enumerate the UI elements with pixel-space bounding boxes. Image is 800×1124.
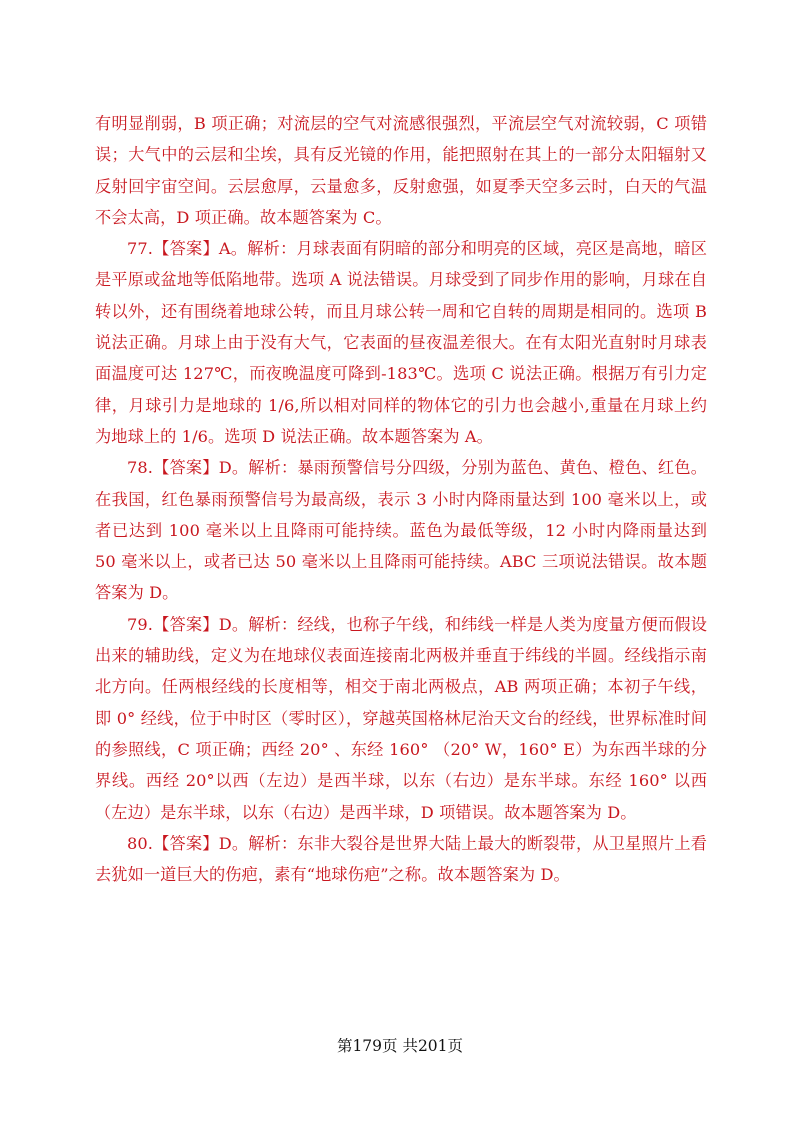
page-number: 第179页 共201页 bbox=[336, 1037, 464, 1055]
paragraph-continuation: 有明显削弱，B 项正确；对流层的空气对流感很强烈，平流层空气对流较弱，C 项错误；大气中的云层和尘埃，具有反光镜的作用，能把照射在其上的一部分太阳辐射又反射回宇宙空间。云层愈厚，云量愈多，反射愈强，如夏季天空多云时，白天的气温不会太高，D 项正确。故本题答案为 C。 bbox=[95, 114, 707, 227]
answer-79: 79.【答案】D。解析：经线，也称子午线，和纬线一样是人类为度量方便而假设出来的辅助线，定义为在地球仪表面连接南北两极并垂直于纬线的半圆。经线指示南北方向。任两根经线的长度相等，相交于南北两极点，AB 两项正确；本初子午线，即 0° 经线，位于中时区（零时区），穿越英国格林尼治天文台的经线，世界标准时间的参照线，C 项正确；西经 20° 、东经 160° （20° W，160° E）为东西半球的分界线。西经 20°以西（左边）是西半球，以东（右边）是东半球。东经 160° 以西（左边）是东半球，以东（右边）是西半球，D 项错误。故本题答案为 D。 bbox=[95, 614, 707, 822]
answer-77: 77.【答案】A。解析：月球表面有阴暗的部分和明亮的区域，亮区是高地，暗区是平原或盆地等低陷地带。选项 A 说法错误。月球受到了同步作用的影响，月球在自转以外，还有围绕着地球公转，而且月球公转一周和它自转的周期是相同的。选项 B 说法正确。月球上由于没有大气，它表面的昼夜温差很大。在有太阳光直射时月球表面温度可达 127℃，而夜晚温度可降到-183℃。选项 C 说法正确。根据万有引力定律，月球引力是地球的 1/6,所以相对同样的物体它的引力也会越小,重量在月球上约为地球上的 1/6。选项 D 说法正确。故本题答案为 A。 bbox=[95, 239, 707, 446]
answer-80: 80.【答案】D。解析：东非大裂谷是世界大陆上最大的断裂带，从卫星照片上看去犹如一道巨大的伤疤，素有“地球伤疤”之称。故本题答案为 D。 bbox=[95, 833, 707, 885]
answer-content bbox=[95, 108, 707, 890]
answer-78: 78.【答案】D。解析：暴雨预警信号分四级，分别为蓝色、黄色、橙色、红色。在我国，红色暴雨预警信号为最高级，表示 3 小时内降雨量达到 100 毫米以上，或者已达到 100 毫米以上且降雨可能持续。蓝色为最低等级，12 小时内降雨量达到 50 毫米以上，或者已达 50 毫米以上且降雨可能持续。ABC 三项说法错误。故本题答案为 D。 bbox=[95, 458, 707, 603]
